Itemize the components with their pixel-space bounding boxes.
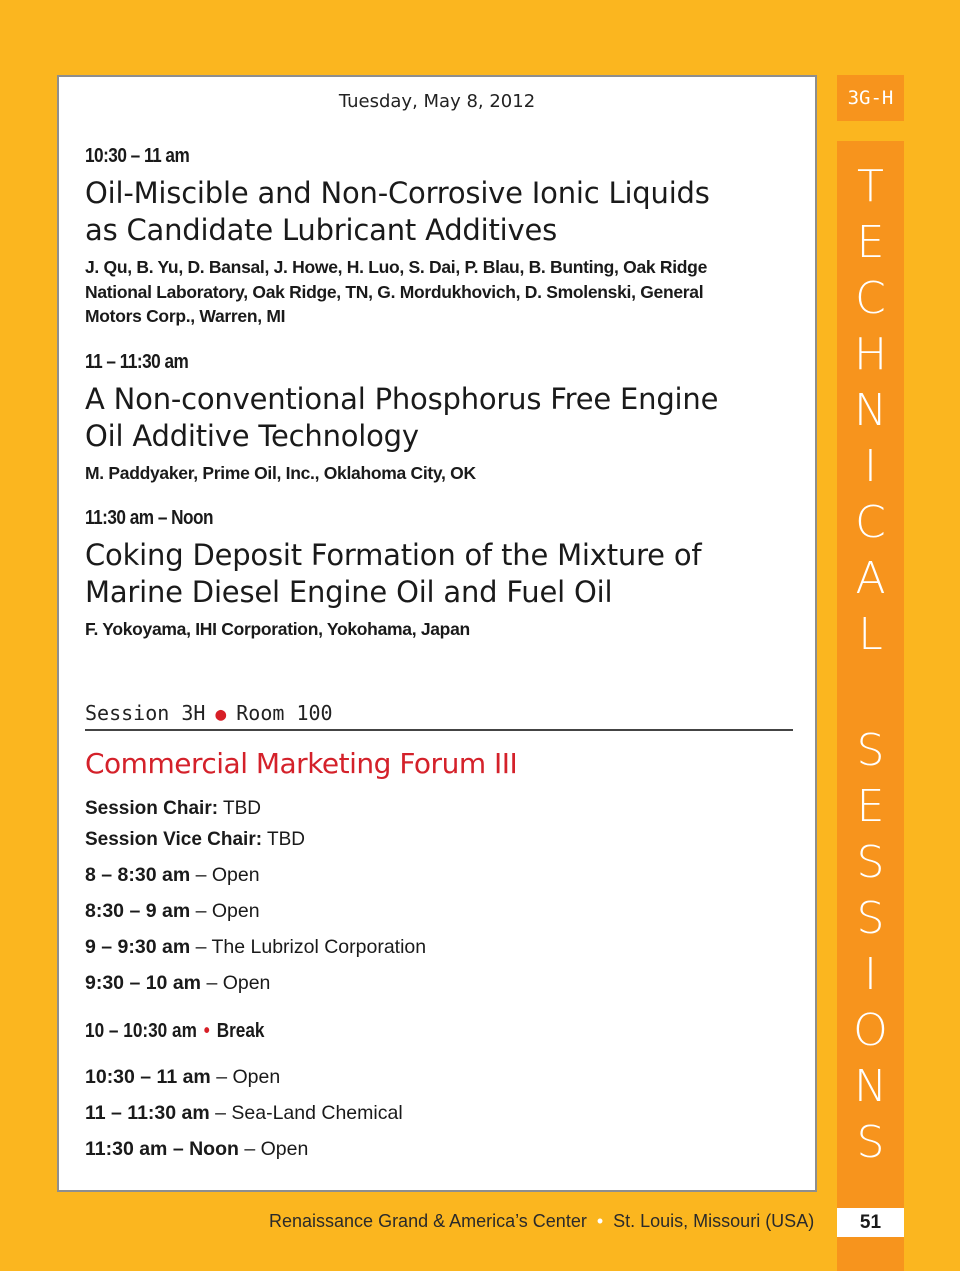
side-letter: S	[856, 1117, 885, 1168]
section-side-tab	[837, 141, 904, 1271]
schedule-slot	[85, 1059, 403, 1095]
session-room: Room 100	[236, 701, 333, 725]
slot-text: – Sea-Land Chemical	[215, 1102, 403, 1124]
side-letter: N	[854, 1061, 887, 1112]
side-letter: S	[856, 893, 885, 944]
slot-text: – Open	[216, 1066, 281, 1088]
slot-time: 8:30 – 9 am	[85, 900, 191, 922]
side-letter: L	[858, 609, 883, 660]
side-letter: S	[856, 725, 885, 776]
section-code-tab: 3G-H	[837, 75, 904, 121]
footer	[269, 1211, 814, 1232]
side-letter: O	[853, 1005, 888, 1056]
talk-title	[85, 175, 795, 249]
session-chairs	[85, 793, 305, 855]
session-vice-chair-label: Session Vice Chair:	[85, 829, 263, 850]
session-chair-label: Session Chair:	[85, 798, 219, 819]
slot-text: – Open	[195, 900, 260, 922]
talk-authors	[85, 461, 795, 486]
side-letter: T	[857, 161, 884, 212]
talk-authors-line: J. Qu, B. Yu, D. Bansal, J. Howe, H. Luo, S. Dai, P. Blau, B. Bunting, Oak Ridge	[85, 257, 707, 277]
session-vice-chair-value: TBD	[267, 829, 305, 850]
talk-authors	[85, 255, 795, 329]
content-panel	[57, 75, 817, 1192]
slot-text: – Open	[244, 1138, 309, 1160]
talk-item	[85, 143, 795, 329]
slot-time: 9 – 9:30 am	[85, 936, 191, 958]
side-letter: E	[856, 781, 885, 832]
schedule-morning	[85, 857, 426, 1001]
talk-item	[85, 505, 795, 642]
talk-time: 11 – 11:30 am	[85, 350, 189, 373]
page-number: 51	[837, 1208, 904, 1237]
talk-authors-line: Motors Corp., Warren, MI	[85, 306, 286, 326]
schedule-slot	[85, 965, 426, 1001]
talk-time: 10:30 – 11 am	[85, 145, 190, 167]
side-letter: I	[864, 949, 877, 1000]
talk-title-line: Coking Deposit Formation of the Mixture of	[85, 538, 702, 572]
slot-time: 11 – 11:30 am	[85, 1102, 210, 1124]
break-row	[85, 1020, 265, 1043]
slot-text: – Open	[206, 972, 271, 994]
schedule-slot	[85, 857, 426, 893]
side-letter: C	[855, 497, 886, 548]
side-letter: E	[856, 217, 885, 268]
talk-title-line: A Non-conventional Phosphorus Free Engine	[85, 381, 719, 416]
break-time: 10 – 10:30 am	[85, 1020, 197, 1042]
footer-venue: Renaissance Grand & America’s Center	[269, 1211, 587, 1231]
schedule-slot	[85, 1095, 403, 1131]
talk-title-line: Marine Diesel Engine Oil and Fuel Oil	[85, 575, 613, 609]
side-letter: C	[855, 273, 886, 324]
talk-title	[85, 537, 795, 611]
talk-item	[85, 349, 795, 486]
side-letter: I	[864, 441, 877, 492]
talk-title-line: Oil-Miscible and Non-Corrosive Ionic Liquids	[85, 176, 710, 210]
talk-title-line: as Candidate Lubricant Additives	[85, 213, 558, 247]
side-letter: S	[856, 837, 885, 888]
slot-text: – Open	[195, 864, 260, 886]
talk-authors-line: F. Yokoyama, IHI Corporation, Yokohama, Japan	[85, 619, 470, 639]
session-label: Session 3H	[85, 701, 206, 725]
forum-title: Commercial Marketing Forum III	[85, 747, 518, 780]
talk-authors-line: M. Paddyaker, Prime Oil, Inc., Oklahoma City, OK	[85, 462, 476, 483]
session-vice-chair	[85, 824, 305, 855]
schedule-slot	[85, 929, 426, 965]
schedule-late	[85, 1059, 403, 1167]
session-chair-value: TBD	[222, 798, 261, 819]
footer-city: St. Louis, Missouri (USA)	[613, 1211, 815, 1231]
talk-title-line: Oil Additive Technology	[85, 418, 419, 453]
slot-time: 8 – 8:30 am	[85, 864, 191, 886]
talk-time: 11:30 am – Noon	[85, 507, 214, 529]
talk-title	[85, 381, 795, 455]
bullet-icon: ●	[215, 704, 227, 725]
session-chair	[85, 793, 305, 824]
session-header	[85, 701, 793, 731]
page-date: Tuesday, May 8, 2012	[338, 91, 536, 112]
side-word-technical	[837, 159, 904, 663]
talk-authors	[85, 617, 795, 642]
side-letter: H	[853, 329, 888, 380]
slot-time: 11:30 am – Noon	[85, 1138, 239, 1160]
bullet-icon: •	[203, 1020, 210, 1042]
talk-authors-line: National Laboratory, Oak Ridge, TN, G. Mordukhovich, D. Smolenski, General	[85, 281, 704, 302]
schedule-slot	[85, 893, 426, 929]
bullet-icon: •	[596, 1211, 604, 1231]
schedule-slot	[85, 1131, 403, 1167]
side-word-sessions	[837, 723, 904, 1171]
slot-text: – The Lubrizol Corporation	[195, 936, 427, 958]
talk-list	[85, 143, 795, 662]
slot-time: 10:30 – 11 am	[85, 1066, 211, 1088]
side-letter: N	[854, 385, 887, 436]
break-label: Break	[216, 1020, 265, 1042]
slot-time: 9:30 – 10 am	[85, 972, 202, 994]
side-letter: A	[855, 553, 886, 604]
